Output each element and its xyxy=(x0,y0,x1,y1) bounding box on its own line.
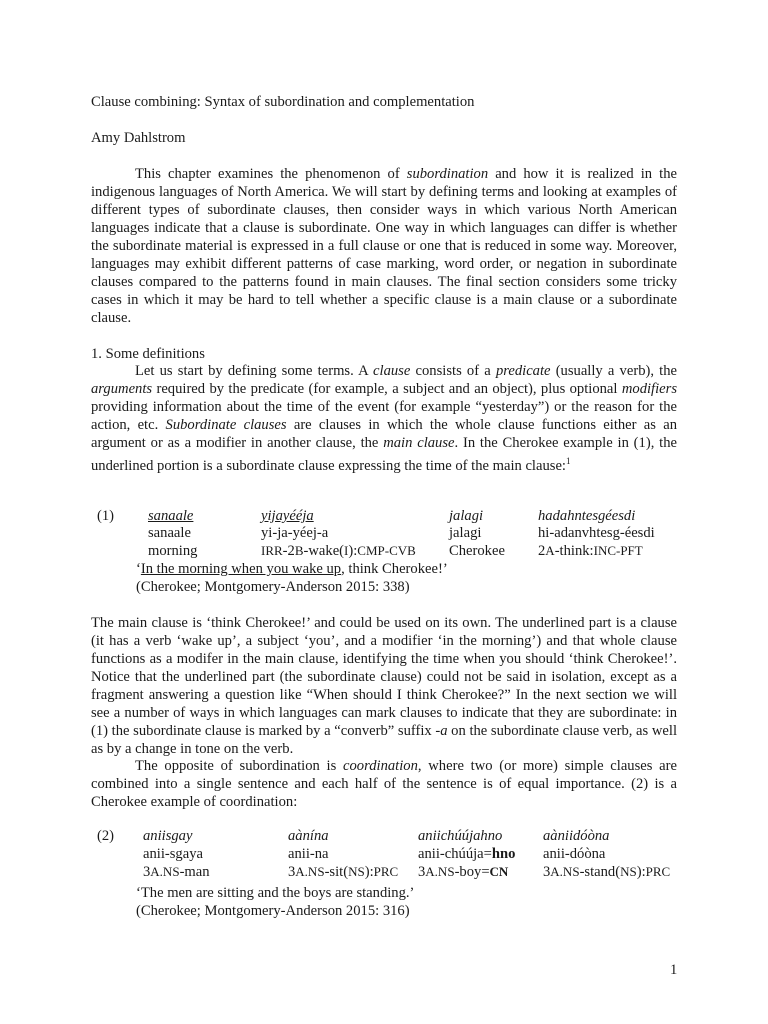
word: jalagi xyxy=(449,508,484,524)
page-number: 1 xyxy=(670,962,678,978)
morpheme: anii-chúúja=hno xyxy=(418,846,516,862)
word: aàniidóòna xyxy=(543,828,610,844)
word: aniichúújahno xyxy=(418,828,503,844)
morpheme: yi-ja-yéej-a xyxy=(261,525,329,541)
translation: ‘In the morning when you wake up, think Cherokee!’ xyxy=(136,561,448,577)
word: yijayééja xyxy=(261,508,314,524)
gloss: 3A.NS-stand(NS):PRC xyxy=(543,864,671,880)
word: hadahntesgéesdi xyxy=(538,508,636,524)
gloss: 2A-think:INC-PFT xyxy=(538,543,643,559)
chapter-title: Clause combining: Syntax of subordination and complementation xyxy=(91,94,475,110)
intro-paragraph: This chapter examines the phenomenon of subordination and how it is realized in the indigenous languages of North America. We will start by defining terms and looking at examples of different types of subordinate clauses, then consider ways in which various North American languages indicate that a clause is subordinate. One way in which languages can differ is whether the subordinate material is expressed in a full clause or one that is reduced in some way. Moreover, languages may exhibit different patterns of case marking, word order, or negation in subordinate clauses compared to the patterns found in main clauses. The final section considers some tricky cases in which it may be hard to tell whether a specific clause is a main clause or a subordinate clause. xyxy=(91,166,677,326)
morpheme: anii-na xyxy=(288,846,329,862)
example-number: (2) xyxy=(97,828,115,844)
author-name: Amy Dahlstrom xyxy=(91,130,186,146)
coordination-paragraph: The opposite of subordination is coordination, where two (or more) simple clauses are combined into a single sentence and each half of the sentence is of equal importance. (2) is a Cherokee example of coordination: xyxy=(91,758,677,810)
source-citation: (Cherokee; Montgomery-Anderson 2015: 316) xyxy=(136,903,410,919)
gloss: 3A.NS-sit(NS):PRC xyxy=(288,864,399,880)
morpheme: anii-dóòna xyxy=(543,846,606,862)
translation: ‘The men are sitting and the boys are standing.’ xyxy=(136,885,415,901)
gloss: 3A.NS-man xyxy=(143,864,210,880)
gloss: morning xyxy=(148,543,198,559)
gloss: IRR-2B-wake(I):CMP-CVB xyxy=(261,543,416,559)
source-citation: (Cherokee; Montgomery-Anderson 2015: 338) xyxy=(136,579,410,595)
explanation-paragraph: The main clause is ‘think Cherokee!’ and could be used on its own. The underlined part is a clause (it has a verb ‘wake up’, a subject ‘you’, and a modifier ‘in the morning’) and that whole clause functions as a modifer in the main clause, identifying the time when you should ‘think Cherokee!’. Notice that the underlined part (the subordinate clause) could not be said in isolation, except as a fragment answering a question like “When should I think Cherokee?” In the next section we will see a number of ways in which languages can mark clauses to indicate that they are subordinate: in (1) the subordinate clause is marked by a “converb” suffix -a on the subordinate clause verb, as well as by a change in tone on the verb. xyxy=(91,615,677,757)
section-heading: 1. Some definitions xyxy=(91,346,205,362)
definitions-paragraph: Let us start by defining some terms. A clause consists of a predicate (usually a verb), the arguments required by the predicate (for example, a subject and an object), plus optional modifiers providing information about the time of the event (for example “yesterday”) or the reason for the action, etc. Subordinate clauses are clauses in which the whole clause functions either as an argument or as a modifier in another clause, the main clause. In the Cherokee example in (1), the underlined portion is a subordinate clause expressing the time of the main clause:$^1$ xyxy=(91,363,678,474)
word: sanaale xyxy=(148,508,194,524)
gloss: Cherokee xyxy=(449,543,505,559)
morpheme: jalagi xyxy=(449,525,482,541)
morpheme: hi-adanvhtesg-éesdi xyxy=(538,525,655,541)
word: aniisgay xyxy=(143,828,193,844)
footnote-marker[interactable]: 1 xyxy=(565,456,571,466)
morpheme: sanaale xyxy=(148,525,191,541)
word: aànína xyxy=(288,828,329,844)
example-number: (1) xyxy=(97,508,115,524)
gloss: 3A.NS-boy=CN xyxy=(418,864,509,880)
morpheme: anii-sgaya xyxy=(143,846,203,862)
